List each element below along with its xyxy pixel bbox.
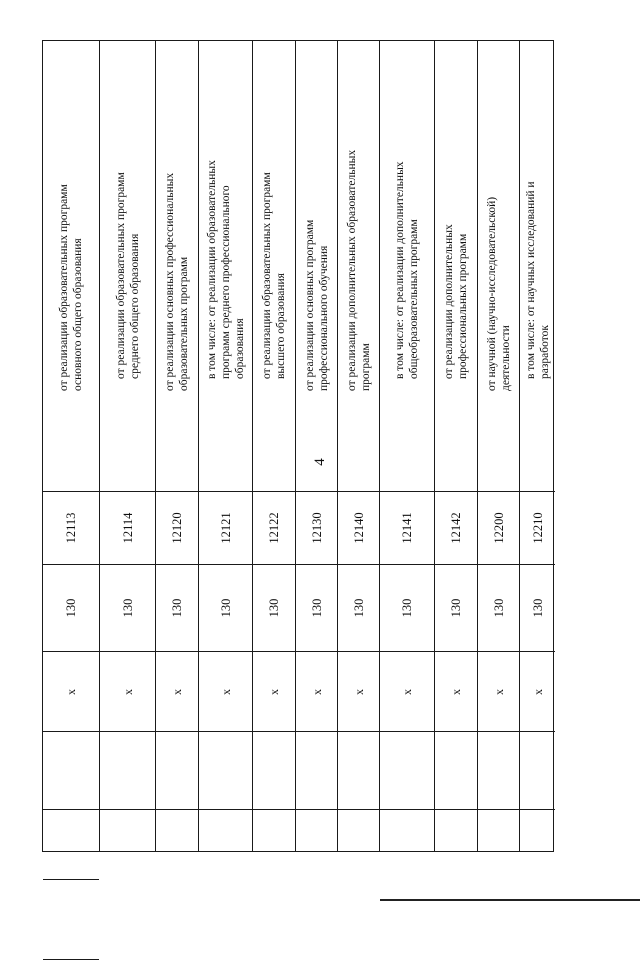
empty-cell <box>380 809 434 879</box>
code-cell <box>338 491 379 564</box>
row-name: от научной (научно-исследовательской) деятельности <box>485 196 512 391</box>
row-x-mark: x <box>400 688 414 695</box>
row-name: от реализации образовательных программ основного общего образования <box>58 184 84 391</box>
row-code: 12210 <box>530 512 545 544</box>
row-code: 12130 <box>309 512 324 544</box>
kosgu-cell <box>478 564 519 651</box>
name-cell <box>380 41 434 491</box>
row-code: 12114 <box>120 512 135 544</box>
value-cell <box>380 651 434 731</box>
value-cell <box>520 651 555 731</box>
row-kosgu: 130 <box>64 598 78 618</box>
table-row <box>296 41 338 851</box>
row-x-mark: x <box>351 688 366 695</box>
empty-cell <box>100 731 155 809</box>
row-x-mark: x <box>120 688 135 695</box>
kosgu-cell <box>100 564 155 651</box>
name-cell <box>435 41 477 491</box>
table-row <box>435 41 478 851</box>
empty-cell <box>156 809 198 879</box>
row-name: от реализации образовательных программ среднего общего образования <box>114 172 141 379</box>
row-name: от реализации дополнительных образовательных программ <box>345 149 372 391</box>
row-name: от реализации основных профессиональных образовательных программ <box>164 172 190 391</box>
empty-cell <box>296 809 337 879</box>
code-cell <box>435 491 477 564</box>
name-cell <box>43 41 99 491</box>
kosgu-cell <box>296 564 337 651</box>
row-kosgu: 130 <box>351 598 366 618</box>
row-code: 12200 <box>491 512 506 544</box>
value-cell <box>296 651 337 731</box>
row-x-mark: x <box>449 688 463 695</box>
page-number: 4 <box>311 458 328 466</box>
value-cell <box>199 651 252 731</box>
row-name: от реализации образовательных программ высшего образования <box>261 172 287 379</box>
row-code: 12121 <box>218 512 233 544</box>
row-x-mark: x <box>491 688 506 695</box>
row-kosgu: 130 <box>530 598 545 618</box>
row-name: от реализации дополнительных профессиональных программ <box>443 224 469 379</box>
empty-cell <box>253 731 295 809</box>
name-cell <box>199 41 252 491</box>
empty-cell <box>100 809 155 879</box>
value-cell <box>435 651 477 731</box>
kosgu-cell <box>380 564 434 651</box>
empty-cell <box>43 809 99 879</box>
empty-cell <box>478 809 519 879</box>
empty-cell <box>156 731 198 809</box>
row-x-mark: x <box>530 688 545 695</box>
row-code: 12142 <box>449 512 463 544</box>
code-cell <box>296 491 337 564</box>
code-cell <box>100 491 155 564</box>
row-kosgu: 130 <box>170 598 184 618</box>
row-kosgu: 130 <box>218 598 233 618</box>
name-cell <box>100 41 155 491</box>
table-row <box>478 41 520 851</box>
row-kosgu: 130 <box>400 598 414 618</box>
row-x-mark: x <box>218 688 233 695</box>
value-cell <box>253 651 295 731</box>
value-cell <box>100 651 155 731</box>
empty-cell <box>435 731 477 809</box>
code-cell <box>253 491 295 564</box>
empty-cell <box>435 809 477 879</box>
table-row <box>100 41 156 851</box>
kosgu-cell <box>253 564 295 651</box>
name-cell <box>156 41 198 491</box>
value-cell <box>156 651 198 731</box>
kosgu-cell <box>43 564 99 651</box>
value-cell <box>338 651 379 731</box>
table-row <box>199 41 253 851</box>
row-code: 12122 <box>267 512 281 544</box>
income-table <box>42 40 554 852</box>
row-x-mark: x <box>64 688 78 695</box>
code-cell <box>156 491 198 564</box>
kosgu-cell <box>435 564 477 651</box>
name-cell <box>296 41 337 491</box>
empty-cell <box>199 731 252 809</box>
name-cell <box>520 41 555 491</box>
name-cell <box>338 41 379 491</box>
code-cell <box>478 491 519 564</box>
empty-cell <box>520 809 555 879</box>
code-cell <box>380 491 434 564</box>
kosgu-cell <box>338 564 379 651</box>
value-cell <box>43 651 99 731</box>
empty-cell <box>380 731 434 809</box>
row-x-mark: x <box>309 688 324 695</box>
table-row <box>520 41 555 851</box>
value-cell <box>478 651 519 731</box>
row-code: 12120 <box>170 512 184 544</box>
row-code: 12140 <box>351 512 366 544</box>
kosgu-cell <box>156 564 198 651</box>
row-name: от реализации основных программ профессионального обучения <box>303 219 330 391</box>
kosgu-cell <box>520 564 555 651</box>
empty-cell <box>478 731 519 809</box>
table-row <box>253 41 296 851</box>
code-cell <box>43 491 99 564</box>
row-x-mark: x <box>267 688 281 695</box>
row-code: 12113 <box>64 512 78 544</box>
table-row <box>338 41 380 851</box>
table-row <box>156 41 199 851</box>
row-name: в том числе: от научных исследований и разработок <box>524 181 551 379</box>
row-kosgu: 130 <box>449 598 463 618</box>
empty-cell <box>43 879 99 959</box>
code-cell <box>520 491 555 564</box>
table-row <box>43 41 100 851</box>
row-kosgu: 130 <box>309 598 324 618</box>
name-cell <box>478 41 519 491</box>
empty-cell <box>338 809 379 879</box>
empty-cell <box>199 809 252 879</box>
row-name: в том числе: от реализации образовательных программ среднего профессионального образования <box>205 160 246 379</box>
empty-cell <box>253 809 295 879</box>
row-kosgu: 130 <box>491 598 506 618</box>
empty-cell <box>338 731 379 809</box>
row-code: 12141 <box>400 512 414 544</box>
kosgu-cell <box>199 564 252 651</box>
name-cell <box>253 41 295 491</box>
row-kosgu: 130 <box>267 598 281 618</box>
empty-cell <box>296 731 337 809</box>
row-name: в том числе: от реализации дополнительных общеобразовательных программ <box>394 161 420 379</box>
row-x-mark: x <box>170 688 184 695</box>
empty-cell <box>43 731 99 809</box>
table-row <box>380 41 435 851</box>
row-kosgu: 130 <box>120 598 135 618</box>
scan-edge-line <box>380 899 640 901</box>
code-cell <box>199 491 252 564</box>
empty-cell <box>520 731 555 809</box>
